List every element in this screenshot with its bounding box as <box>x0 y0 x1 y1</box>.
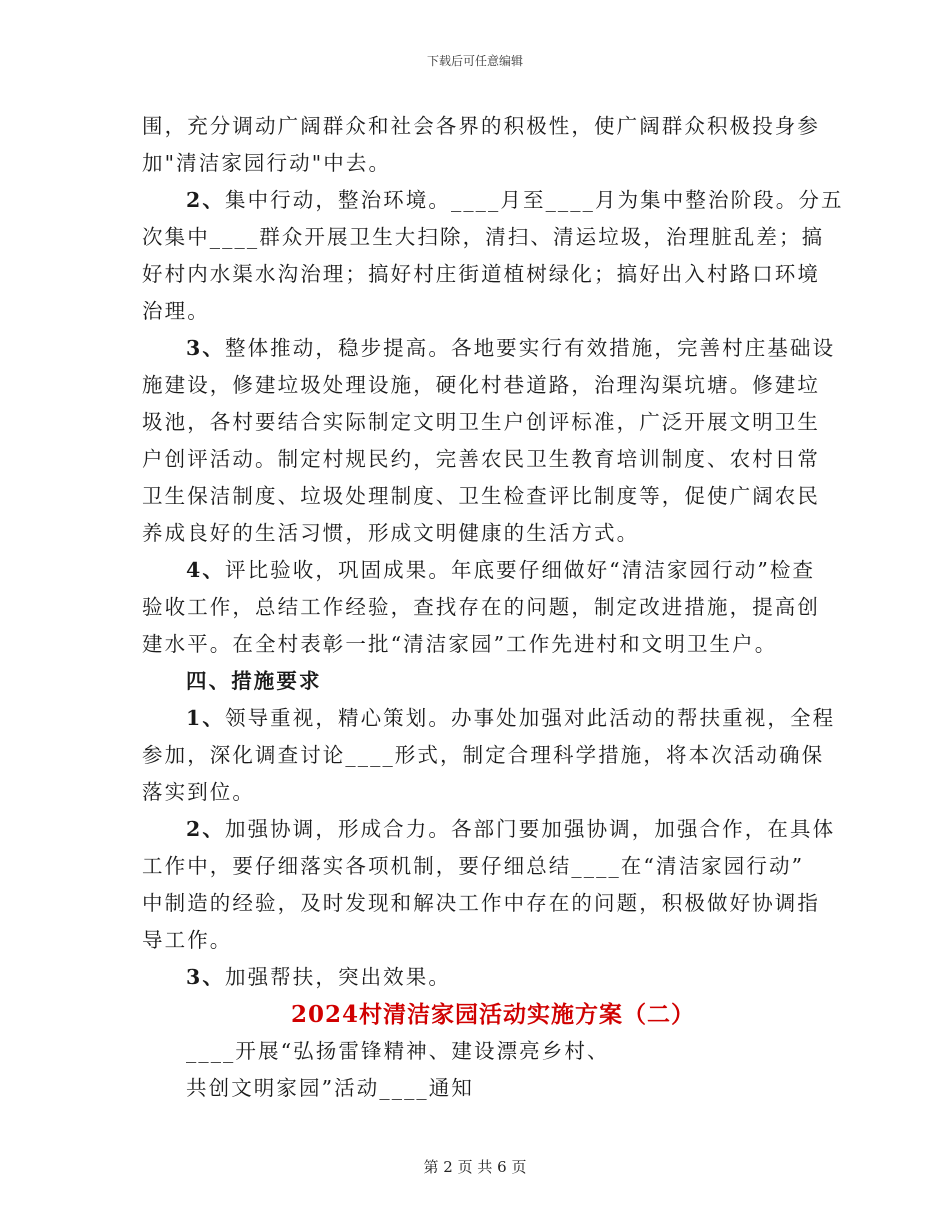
paragraph-line: 共创文明家园”活动____通知 <box>186 1076 474 1100</box>
numbered-paragraph-line <box>142 330 836 367</box>
paragraph-line: 次集中____群众开展卫生大扫除，清扫、清运垃圾，治理脏乱差；搞 <box>142 225 825 249</box>
paragraph-line: 落实到位。 <box>142 780 255 804</box>
paragraph-line: 圾池，各村要结合实际制定文明卫生户创评标准，广泛开展文明卫生 <box>142 410 820 434</box>
numbered-paragraph-line <box>142 182 844 219</box>
paragraph-line: 加"清洁家园行动"中去。 <box>142 151 392 175</box>
item-number: 3、 <box>186 965 225 989</box>
item-number: 2、 <box>186 817 225 841</box>
paragraph-text: 领导重视，精心策划。办事处加强对此活动的帮扶重视，全程 <box>224 706 836 730</box>
numbered-paragraph-line <box>142 959 814 996</box>
paragraph-line: 好村内水渠水沟治理；搞好村庄街道植树绿化；搞好出入村路口环境 <box>142 262 820 286</box>
paragraph-line: 治理。 <box>142 299 210 323</box>
document-body <box>142 108 844 1107</box>
paragraph-line: 卫生保洁制度、垃圾处理制度、卫生检查评比制度等，促使广阔农民 <box>142 484 820 508</box>
numbered-paragraph-line <box>142 552 814 589</box>
item-number: 1、 <box>186 706 225 730</box>
item-number: 3、 <box>186 336 225 360</box>
item-number: 2、 <box>186 188 225 212</box>
paragraph-line: 参加，深化调查讨论____形式，制定合理科学措施，将本次活动确保 <box>142 743 825 767</box>
paragraph-line: 养成良好的生活习惯，形成文明健康的生活方式。 <box>142 521 640 545</box>
paragraph-line: 中制造的经验，及时发现和解决工作中存在的问题，积极做好协调指 <box>142 891 820 915</box>
numbered-paragraph-line <box>142 700 836 737</box>
paragraph-line: ____开展“弘扬雷锋精神、建设漂亮乡村、 <box>186 1039 610 1063</box>
paragraph-line: 围，充分调动广阔群众和社会各界的积极性，使广阔群众积极投身参 <box>142 114 820 138</box>
paragraph-text: 加强协调，形成合力。各部门要加强协调，加强合作，在具体 <box>224 817 836 841</box>
paragraph-line: 工作中，要仔细落实各项机制，要仔细总结____在“清洁家园行动” <box>142 854 805 878</box>
numbered-paragraph-line <box>142 811 836 848</box>
paragraph-line: 验收工作，总结工作经验，查找存在的问题，制定改进措施，提高创 <box>142 595 820 619</box>
page-footer: 第 2 页 共 6 页 <box>423 1158 527 1176</box>
paragraph-text: 评比验收，巩固成果。年底要仔细做好“清洁家园行动”检查 <box>224 558 816 582</box>
paragraph-line: 施建设，修建垃圾处理设施，硬化村巷道路，治理沟渠坑塘。修建垃 <box>142 373 820 397</box>
paragraph-line: 户创评活动。制定村规民约，完善农民卫生教育培训制度、农村日常 <box>142 447 820 471</box>
paragraph-text: 加强帮扶，突出效果。 <box>224 965 451 989</box>
paragraph-line: 导工作。 <box>142 928 233 952</box>
item-number: 4、 <box>186 558 225 582</box>
paragraph-text: 整体推动，稳步提高。各地要实行有效措施，完善村庄基础设 <box>224 336 836 360</box>
paragraph-line: 建水平。在全村表彰一批“清洁家园”工作先进村和文明卫生户。 <box>142 632 778 656</box>
paragraph-text: 集中行动，整治环境。____月至____月为集中整治阶段。分五 <box>224 188 844 212</box>
page-header: 下载后可任意编辑 <box>426 54 523 68</box>
section-heading: 四、措施要求 <box>186 669 322 693</box>
document-title: 2024村清洁家园活动实施方案（二） <box>290 1001 695 1028</box>
